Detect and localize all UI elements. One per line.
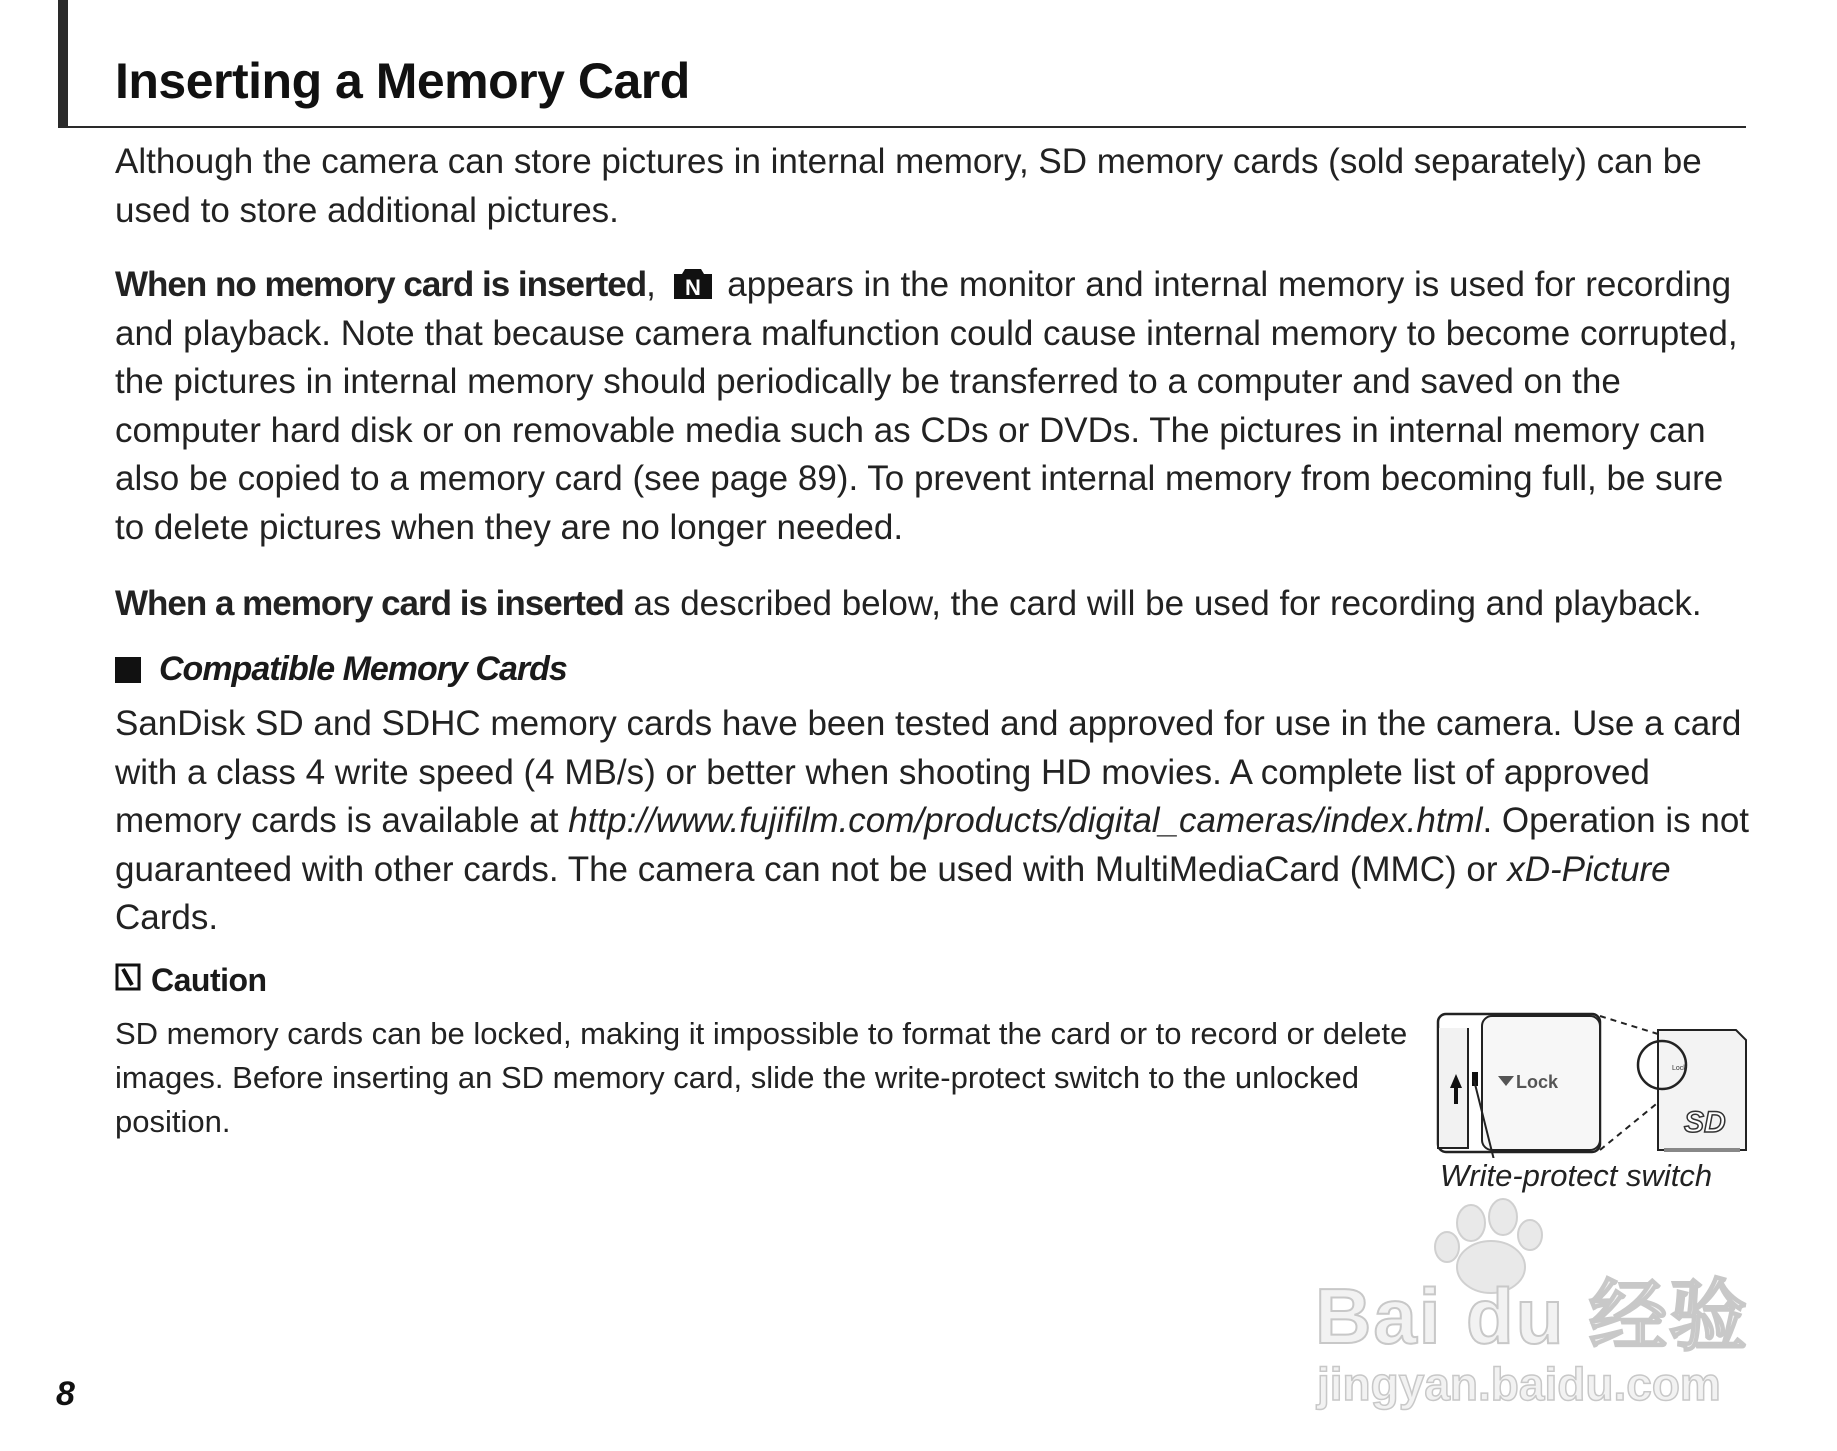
watermark-url: jingyan.baidu.com bbox=[1317, 1358, 1721, 1410]
internal-memory-icon bbox=[672, 265, 714, 299]
compatible-cards-paragraph bbox=[115, 700, 1760, 943]
caution-heading-text: Caution bbox=[151, 962, 267, 998]
caution-heading bbox=[115, 962, 267, 999]
title-side-bar bbox=[58, 0, 68, 128]
compatible-text-1: SanDisk SD and SDHC memory cards have been tested and approved for use in the camera. Use a card with a class 4 write speed (4 MB/s) or better when shooting HD movies. A complete list of approved memory cards is available at bbox=[115, 704, 1742, 840]
with-card-lead: When a memory card is inserted bbox=[115, 584, 624, 623]
lock-label: Lock bbox=[1516, 1072, 1559, 1092]
with-card-paragraph bbox=[115, 580, 1755, 629]
small-lock-label: Lock bbox=[1672, 1065, 1687, 1072]
intro-paragraph bbox=[115, 138, 1755, 235]
no-card-lead: When no memory card is inserted bbox=[115, 265, 647, 304]
write-protect-caption: Write-protect switch bbox=[1440, 1158, 1713, 1193]
page-title: Inserting a Memory Card bbox=[115, 53, 690, 109]
title-rule bbox=[58, 126, 1746, 128]
sd-card-illustration bbox=[1436, 1008, 1748, 1158]
no-card-paragraph: When no memory card is inserted, N appears in the monitor and internal memory is used for recording and playback. Note that because camera malfunction could cause internal memory to become corrupted, the pictures in internal memory should periodically be transferred to a computer and saved on the computer hard disk or on removable media such as CDs or DVDs. The pictures in internal memory can also be copied to a memory card (see page 89). To prevent internal memory from becoming full, be sure to delete pictures when they are no longer needed. bbox=[115, 265, 1738, 547]
compatible-cards-heading bbox=[115, 650, 567, 689]
internal-memory-icon-letter: N bbox=[684, 275, 701, 300]
compatible-cards-heading-text: Compatible Memory Cards bbox=[159, 650, 567, 688]
page-number: 8 bbox=[56, 1375, 75, 1413]
fujifilm-url: http://www.fujifilm.com/products/digital_cameras/index.html bbox=[568, 801, 1483, 840]
baidu-watermark bbox=[1315, 1195, 1760, 1415]
xd-picture-term: xD-Picture bbox=[1507, 849, 1671, 889]
section-square-icon bbox=[115, 657, 141, 683]
watermark-brand: Bai du 经验 bbox=[1315, 1272, 1750, 1360]
with-card-text: as described below, the card will be used for recording and playback. bbox=[623, 584, 1702, 623]
caution-icon bbox=[115, 962, 141, 999]
caution-text: SD memory cards can be locked, making it impossible to format the card or to record or delete images. Before inserting an SD memory card, slide the write-protect switch to the unlocked position. bbox=[115, 1016, 1408, 1139]
compatible-text-2: . Operation is not guaranteed with other cards. The camera can not be used with MultiMediaCard (MMC) or bbox=[115, 801, 1750, 889]
sd-logo: SD bbox=[1684, 1106, 1726, 1139]
no-card-text: appears in the monitor and internal memory is used for recording and playback. Note that because camera malfunction could cause internal memory to become corrupted, the pictures in internal memory should periodically be transferred to a computer and saved on the computer hard disk or on removable media such as CDs or DVDs. The pictures in internal memory can also be copied to a memory card (see page 89). To prevent internal memory from becoming full, be sure to delete pictures when they are no longer needed. bbox=[115, 265, 1738, 547]
compatible-text-3: Cards. bbox=[115, 898, 219, 937]
intro-text: Although the camera can store pictures in internal memory, SD memory cards (sold separately) can be used to store additional pictures. bbox=[115, 142, 1702, 230]
